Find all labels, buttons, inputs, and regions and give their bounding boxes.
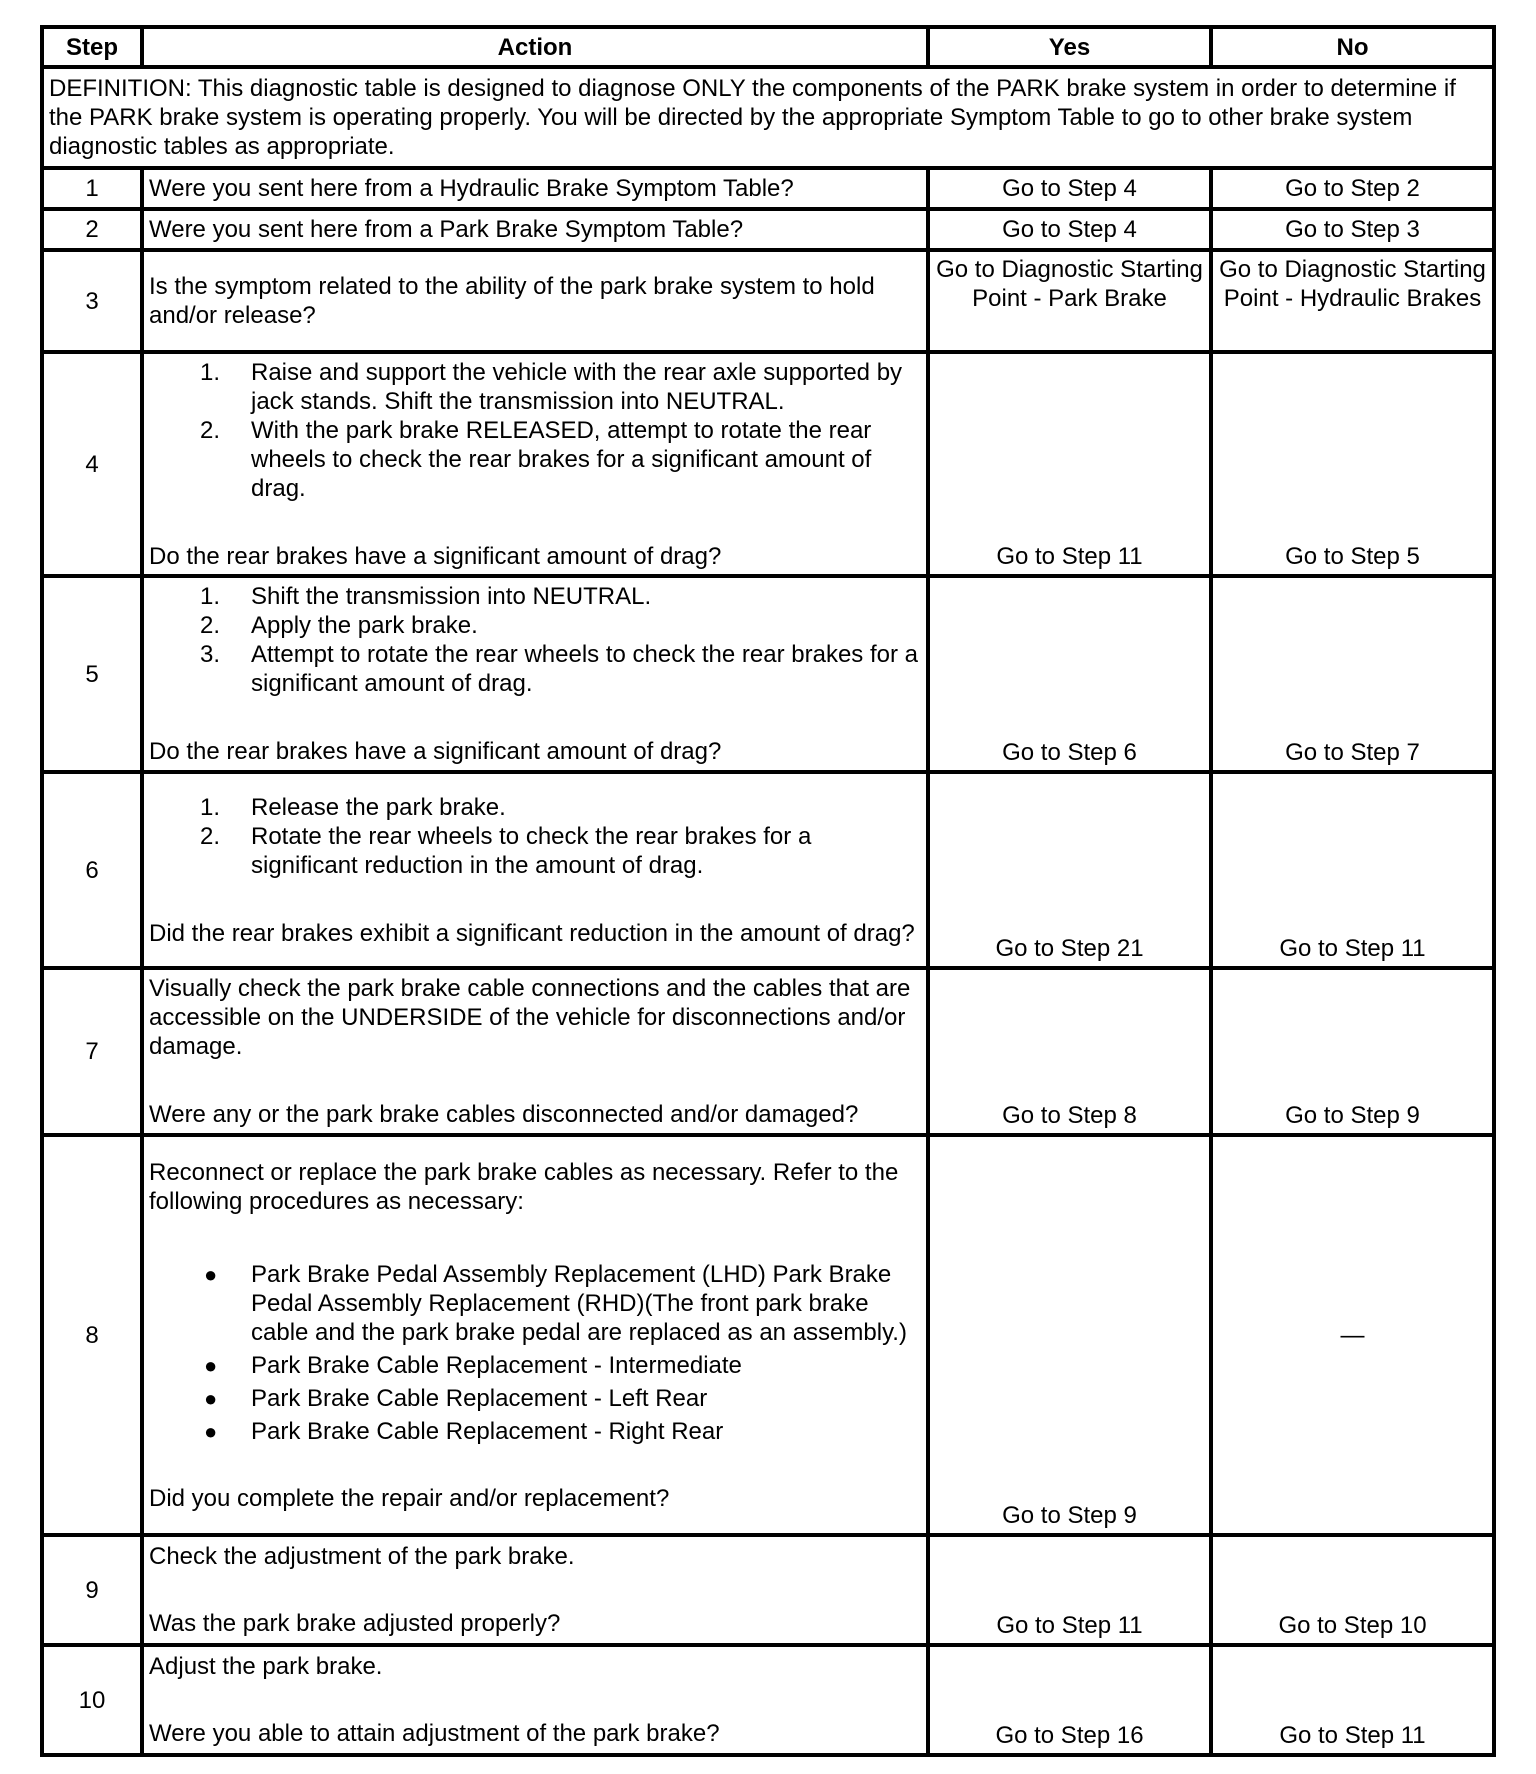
table-row: [42, 1645, 1494, 1755]
yes-result: Go to Step 21: [928, 772, 1211, 968]
procedure-list: [149, 358, 921, 503]
diagnostic-table-sheet: [40, 25, 1496, 1757]
procedure-item: 1. Raise and support the vehicle with the rear axle supported by jack stands. Shift the transmission into NEUTRAL.: [200, 358, 903, 415]
procedure-item: 2. Apply the park brake.: [200, 612, 478, 639]
action-cell: [142, 168, 928, 209]
table-row: [42, 1535, 1494, 1645]
no-result: Go to Step 5: [1211, 352, 1494, 576]
question-text: Was the park brake adjusted properly?: [149, 1610, 561, 1637]
action-cell: [142, 1645, 928, 1755]
step-number: 7: [42, 968, 142, 1135]
table-row: [42, 772, 1494, 968]
procedure-item: 3. Attempt to rotate the rear wheels to check the rear brakes for a significant amount of drag.: [200, 641, 918, 697]
action-cell: [142, 250, 928, 352]
step-number: 4: [42, 352, 142, 576]
table-row: [42, 250, 1494, 352]
action-cell: [142, 576, 928, 772]
action-cell: [142, 209, 928, 250]
header-yes: Yes: [928, 27, 1211, 67]
diagnostic-table: [40, 25, 1496, 1757]
header-action: Action: [142, 27, 928, 67]
table-row: [42, 1135, 1494, 1535]
table-row: [42, 968, 1494, 1135]
question-text: Did the rear brakes exhibit a significant reduction in the amount of drag?: [149, 919, 915, 947]
instruction-text: Reconnect or replace the park brake cables as necessary. Refer to the following procedures as necessary:: [149, 1158, 899, 1215]
no-result: Go to Step 2: [1211, 168, 1494, 209]
procedure-item: 1. Release the park brake.: [200, 793, 506, 821]
procedure-bullet: ● Park Brake Cable Replacement - Right Rear: [204, 1417, 724, 1445]
procedure-bullet: ● Park Brake Cable Replacement - Intermediate: [204, 1351, 742, 1379]
question-text: Is the symptom related to the ability of the park brake system to hold and/or release?: [149, 273, 875, 329]
step-number: 2: [42, 209, 142, 250]
procedure-bullet-list: [149, 1260, 921, 1446]
no-result: Go to Step 3: [1211, 209, 1494, 250]
no-result: —: [1211, 1135, 1494, 1535]
table-row: [42, 209, 1494, 250]
step-number: 6: [42, 772, 142, 968]
procedure-list: [149, 582, 921, 698]
action-cell: [142, 968, 928, 1135]
question-text: Were any or the park brake cables disconnected and/or damaged?: [149, 1101, 859, 1128]
instruction-text: Visually check the park brake cable connections and the cables that are accessible on the UNDERSIDE of the vehicle for disconnections and/or damage.: [149, 975, 911, 1060]
table-row: [42, 576, 1494, 772]
header-no: No: [1211, 27, 1494, 67]
step-number: 5: [42, 576, 142, 772]
table-row: [42, 352, 1494, 576]
table-row: [42, 168, 1494, 209]
yes-result: Go to Diagnostic Starting Point - Park Brake: [928, 250, 1211, 352]
step-number: 10: [42, 1645, 142, 1755]
yes-result: Go to Step 6: [928, 576, 1211, 772]
action-cell: [142, 772, 928, 968]
yes-result: Go to Step 11: [928, 1535, 1211, 1645]
procedure-item: 1. Shift the transmission into NEUTRAL.: [200, 583, 652, 610]
step-number: 1: [42, 168, 142, 209]
definition-row: [42, 67, 1494, 168]
yes-result: Go to Step 16: [928, 1645, 1211, 1755]
action-cell: [142, 352, 928, 576]
header-row: [42, 27, 1494, 67]
procedure-list: [149, 793, 921, 880]
definition-text: DEFINITION: This diagnostic table is designed to diagnose ONLY the components of the PARK brake system in order to determine if the PARK brake system is operating properly. You will be directed by the appropriate Symptom Table to go to other brake system diagnostic tables as appropriate.: [42, 67, 1494, 168]
step-number: 9: [42, 1535, 142, 1645]
procedure-item: 2. Rotate the rear wheels to check the rear brakes for a significant reduction in the amount of drag.: [200, 822, 812, 879]
question-text: Do the rear brakes have a significant amount of drag?: [149, 542, 722, 570]
instruction-text: Adjust the park brake.: [149, 1653, 383, 1680]
procedure-bullet: ● Park Brake Cable Replacement - Left Rear: [204, 1384, 708, 1412]
no-result: Go to Step 11: [1211, 1645, 1494, 1755]
instruction-text: Check the adjustment of the park brake.: [149, 1543, 575, 1570]
no-result: Go to Step 9: [1211, 968, 1494, 1135]
no-result: Go to Step 10: [1211, 1535, 1494, 1645]
yes-result: Go to Step 4: [928, 168, 1211, 209]
question-text: Did you complete the repair and/or replacement?: [149, 1484, 670, 1512]
yes-result: Go to Step 9: [928, 1135, 1211, 1535]
question-text: Were you sent here from a Park Brake Symptom Table?: [149, 216, 744, 243]
yes-result: Go to Step 11: [928, 352, 1211, 576]
action-cell: [142, 1135, 928, 1535]
procedure-bullet: ● Park Brake Pedal Assembly Replacement (LHD) Park Brake Pedal Assembly Replacement (RHD)(The front park brake cable and the park brake pedal are replaced as an assembly.): [204, 1260, 907, 1346]
no-result: Go to Step 11: [1211, 772, 1494, 968]
header-step: Step: [42, 27, 142, 67]
procedure-item: 2. With the park brake RELEASED, attempt to rotate the rear wheels to check the rear brakes for a significant amount of drag.: [200, 416, 872, 502]
yes-result: Go to Step 8: [928, 968, 1211, 1135]
step-number: 3: [42, 250, 142, 352]
no-result: Go to Step 7: [1211, 576, 1494, 772]
question-text: Were you able to attain adjustment of the park brake?: [149, 1720, 720, 1747]
question-text: Do the rear brakes have a significant amount of drag?: [149, 738, 722, 765]
question-text: Were you sent here from a Hydraulic Brake Symptom Table?: [149, 175, 794, 202]
step-number: 8: [42, 1135, 142, 1535]
action-cell: [142, 1535, 928, 1645]
yes-result: Go to Step 4: [928, 209, 1211, 250]
no-result: Go to Diagnostic Starting Point - Hydraulic Brakes: [1211, 250, 1494, 352]
